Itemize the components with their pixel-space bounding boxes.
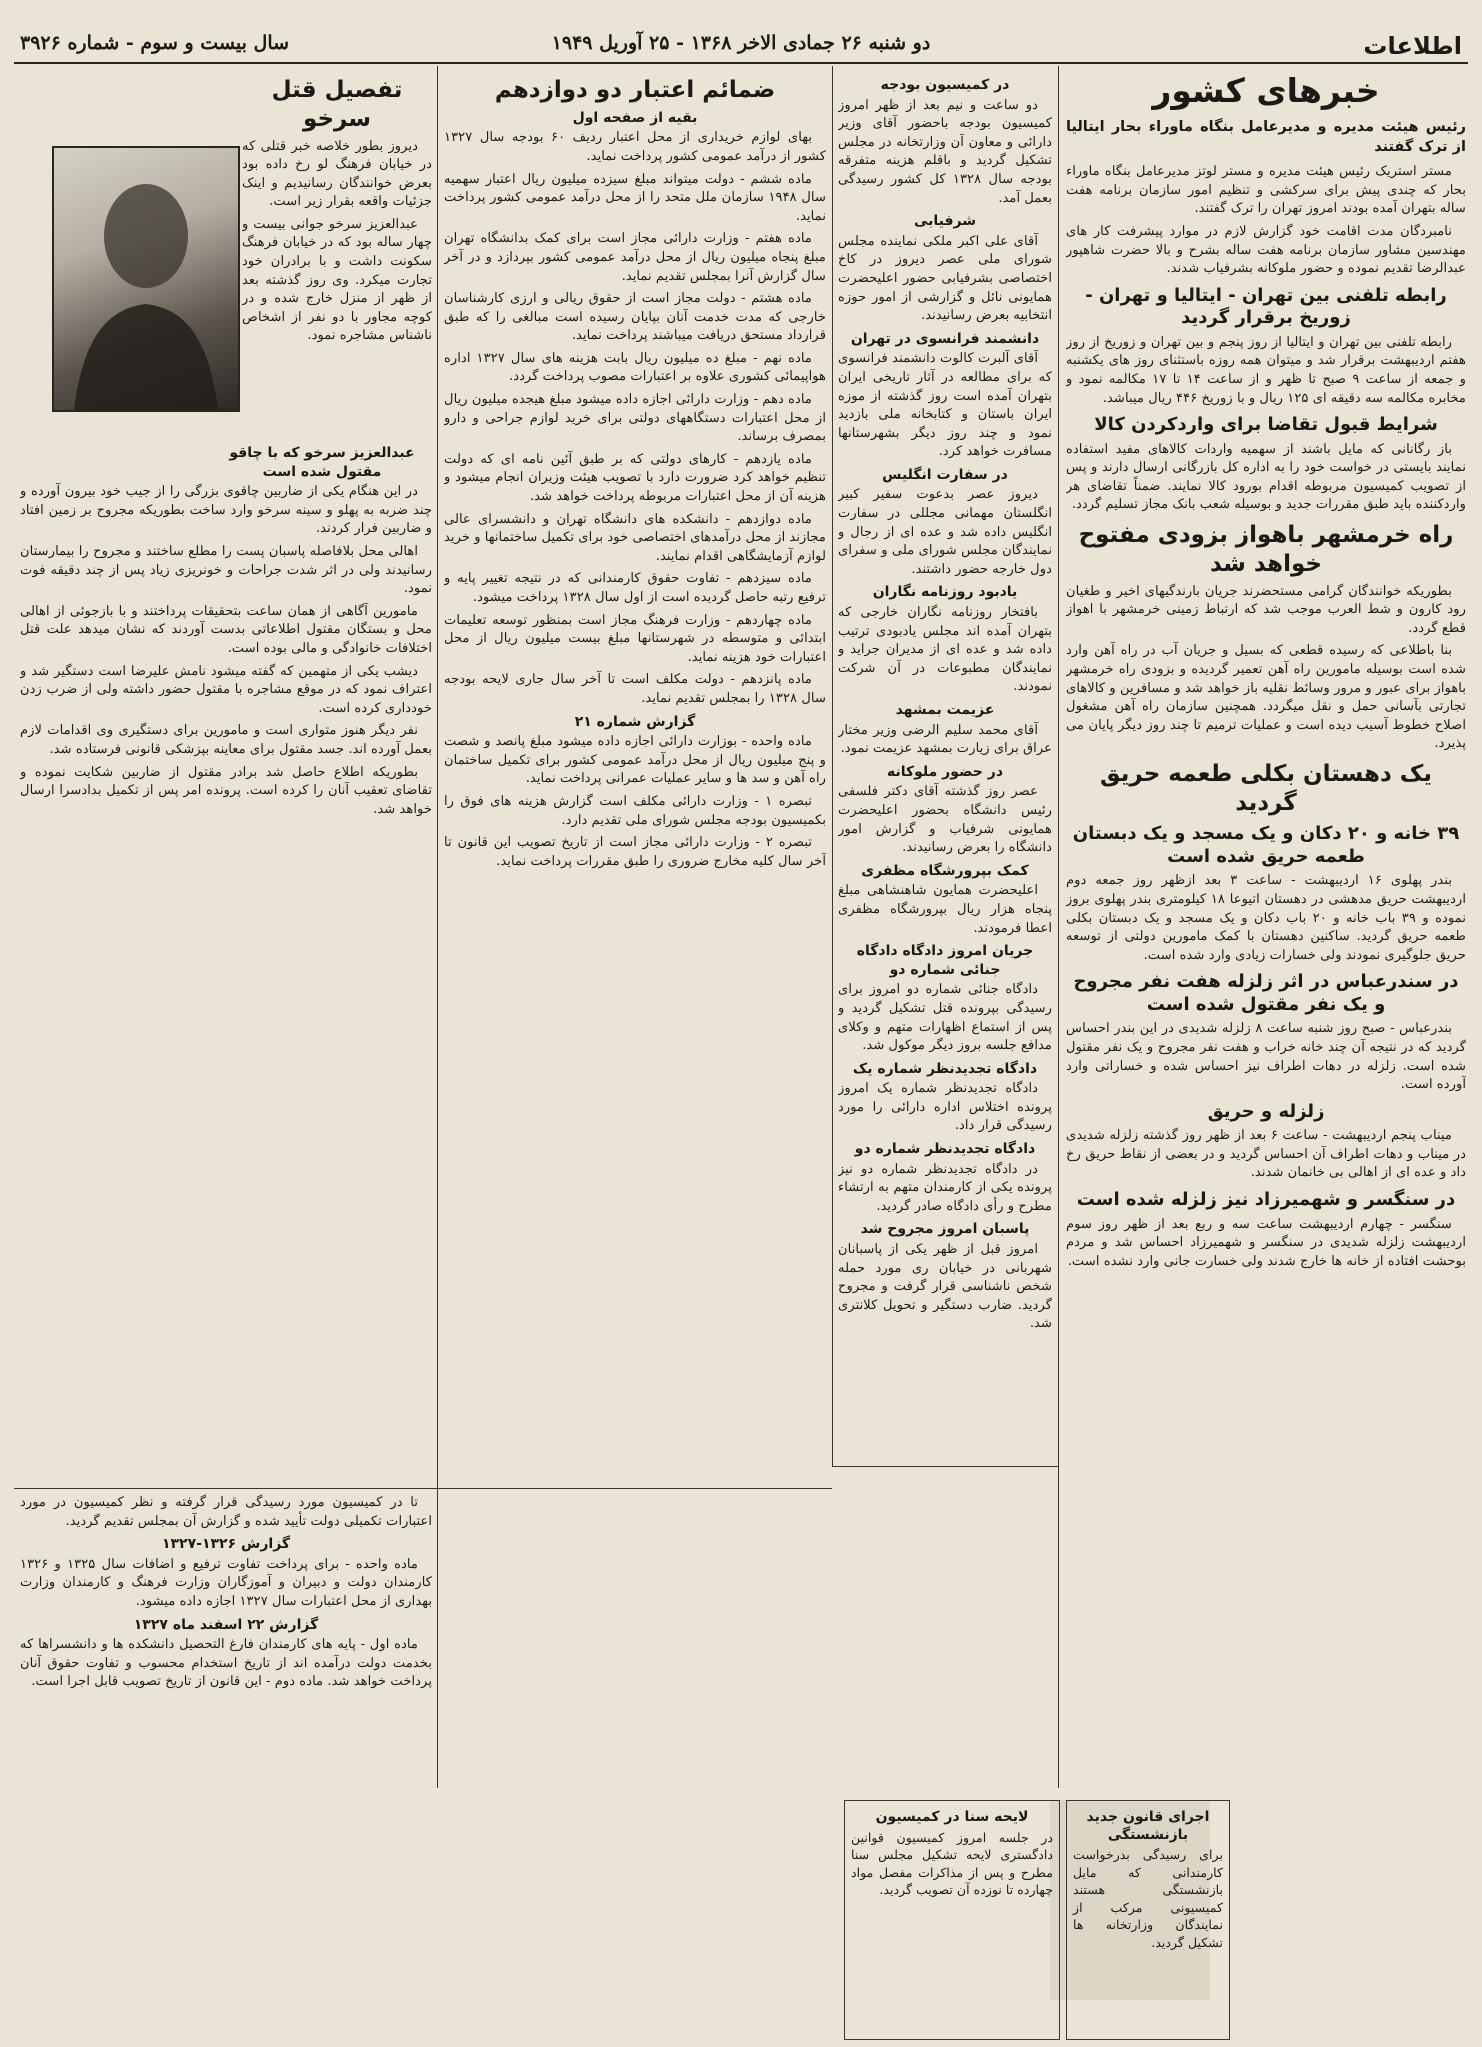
paragraph: برای رسیدگی بدرخواست کارمندانی که مایل بازنشستگی هستند کمیسیونی مرکب از نمایندگان وزارتخانه ها تشکیل گردید. [1073,1847,1223,1950]
subheadline: در سنگسر و شهمیرزاد نیز زلزله شده است [1076,1189,1456,1211]
paragraph: سنگسر - چهارم اردیبهشت ساعت سه و ربع بعد از ظهر روز سوم اردیبهشت زلزله شدیدی در سنگسر و شهمیرزاد احساس شد و مردم بوحشت افتاده از خانه ها خارج شدند ولی خسارت جانی وارد نشده است. [1066,1216,1466,1269]
paragraph: ماده واحده - بوزارت دارائی اجازه داده میشود مبلغ پانصد و شصت و پنج میلیون ریال از محل درآمد عمومی کشور برای تکمیل ساختمان راه آهن و سد ها و سایر عملیات عمرانی پرداخت نماید. [444,734,826,787]
paragraph: بهای لوازم خریداری از محل اعتبار ردیف ۶۰ بودجه سال ۱۳۲۷ کشور از درآمد عمومی کشور پرداخت نماید. [444,130,826,164]
newspaper-logo: اطلاعات [1363,32,1462,60]
subheadline: شرفیابی [913,213,977,230]
paragraph: بنا باطلاعی که رسیده قطعی که بسیل و جریان آب در راه آهن وارد شده است بوسیله مامورین راه آهن تعمیر گردیده و بزودی راه خرمشهر باهواز برای عبور و مرور وسائط نقلیه باز خواهد شد و مسافرین و کالاهای تجارتی بآسانی حمل و نقل میگردد. همچنین سازمان راه آهن مشغول اصلاح خطوط آسیب دیده است و عملیات ترمیم تا چند روز دیگر پایان می پذیرد. [1066,643,1466,752]
column-murder-story [20,440,432,1480]
column-briefs [838,72,1052,1462]
paragraph: دیروز عصر بدعوت سفیر کبیر انگلستان مهمانی مجللی در سفارت انگلیس داده شد و عده ای از رجال و نمایندگان مجلس شورای ملی و سفرای دول خارجه حضور داشتند. [838,487,1052,577]
subheadline: راه خرمشهر باهواز بزودی مفتوح خواهد شد [1078,522,1454,577]
date-line: دو شنبه ۲۶ جمادی الاخر ۱۳۶۸ - ۲۵ آوریل ۱۹۴۹ [551,32,931,54]
paragraph: بطوریکه اطلاع حاصل شد برادر مقتول از ضاربین شکایت نموده و تقاضای تعقیب آنان را کرده است. پرونده امر پس از تکمیل بدادسرا ارسال خواهد شد. [20,764,432,817]
paragraph: اهالی محل بلافاصله پاسبان پست را مطلع ساختند و مجروح را بیمارستان رسانیدند ولی در اثر شدت جراحات و خونریزی زیاد پس از چند دقیقه فوت نمود. [20,543,432,597]
paragraph: ماده دوازدهم - دانشکده های دانشگاه تهران و دانشسرای عالی مجازند از محل درآمدهای اختصاصی خود برای تکمیل ساختمانها و خرید لوازم آزمایشگاهی اقدام نمایند. [444,511,826,564]
paragraph: ماده نهم - مبلغ ده میلیون ریال بابت هزینه های سال ۱۳۲۷ اداره هواپیمائی کشوری علاوه بر اعتبارات مصوب پرداخت گردد. [444,350,826,385]
paragraph: در دادگاه تجدیدنظر شماره دو نیز پرونده یکی از کارمندان متهم به ارتشاء مطرح و رأی دادگاه صادر گردید. [838,1161,1052,1214]
subheadline: اجرای قانون جدید بازنشستگی [1086,1809,1210,1843]
paragraph: در این هنگام یکی از ضاربین چاقوی بزرگی را از جیب خود بیرون آورده و چند ضربه به پهلو و سینه سرخو وارد ساخت بطوریکه مجروح بر زمین افتاد و ضاربین فرار کردند. [20,484,432,537]
paragraph: بندر پهلوی ۱۶ اردیبهشت - ساعت ۳ بعد ازظهر روز جمعه دوم اردیبهشت حریق مدهشی در دهستان اتیوعا ۱۸ کیلومتری بندر پهلوی بروز نموده و ۳۹ باب خانه و ۲۰ باب دکان و یک مسجد و یک دبستان بکلی طعمه حریق گردید. ساکنین دهستان با کمک مامورین دولتی از توسعه حریق جلوگیری نمودند ولی خسارات زیادی وارد شده است. [1066,873,1466,963]
masthead-bar [14,28,1468,64]
column-divider [437,66,438,1788]
paragraph: بافتخار روزنامه نگاران خارجی که بتهران آمده اند مجلس یادبودی ترتیب داده شد و عده ای از مدیران جراید و نمایندگان مطبوعات در آن شرکت نمودند. [838,605,1052,695]
paragraph: عبدالعزیز سرخو جوانی بیست و چهار ساله بود که در خیابان فرهنگ سکونت داشت و با برادران خود تجارت میکرد. وی روز گذشته بعد از ظهر از منزل خارج شده و در کوچه مجاور با دو نفر از اشخاص ناشناس مشاجره نمود. [242,216,432,344]
column-divider [832,66,833,1466]
paragraph: عصر روز گذشته آقای دکتر فلسفی رئیس دانشگاه بحضور اعلیحضرت همایونی شرفیاب و گزارش امور دانشگاه را بعرض رسانیدند. [838,784,1052,856]
paragraph: آقای علی اکبر ملکی نماینده مجلس شورای ملی عصر دیروز در کاخ اختصاصی بشرفیابی حضور اعلیحضرت همایونی نائل و گزارشی از امور حوزه انتخابیه بعرض رسانیدند. [838,233,1052,324]
subheadline: دادگاه تجدیدنظر شماره یک [852,1060,1038,1077]
paragraph: آقای آلبرت کالوت دانشمند فرانسوی که برای مطالعه در آثار تاریخی ایران بتهران آمده است روز گذشته از موزه ایران باستان و کتابخانه ملی بازدید نمود و چند روز دیگر بشهرستانها مسافرت خواهد کرد. [838,351,1052,460]
paragraph: ماده واحده - برای پرداخت تفاوت ترفیع و اضافات سال ۱۳۲۵ و ۱۳۲۶ کارمندان دولت و دبیران و آموزگاران وزارت فرهنگ و کارمندان وزارت بهداری از محل اعتبارات سال ۱۳۲۷ اجازه داده میشود. [20,1556,432,1609]
paragraph: آقای محمد سلیم الرضی وزیر مختار عراق برای زیارت بمشهد عزیمت نمود. [838,722,1052,757]
headline-murder: تفصیل قتل سرخو [271,77,403,132]
paragraph: تبصره ۲ - وزارت دارائی مجاز است از تاریخ تصویب این قانون تا آخر سال کلیه مخارج ضروری را طبق مقررات پرداخت نماید. [444,835,826,869]
paragraph: بطوریکه خوانندگان گرامی مستحضرند جریان بارندگیهای اخیر و طغیان رود کارون و شط العرب موجب شد که ارتباط زمینی خرمشهر با اهواز قطع گردد. [1066,583,1466,636]
subheadline: یک دهستان بکلی طعمه حریق گردید [1100,760,1432,816]
continued-label: بقیه از صفحه اول [572,109,698,126]
issue-line: سال بیست و سوم - شماره ۳۹۲۶ [20,32,290,54]
subheadline: دادگاه تجدیدنظر شماره دو [854,1141,1036,1158]
portrait-photo [52,146,240,412]
paragraph: ماده پانزدهم - دولت مکلف است تا آخر سال جاری لایحه بودجه سال ۱۳۲۸ را بمجلس تقدیم نماید. [444,672,826,706]
paragraph: تبصره ۱ - وزارت دارائی مکلف است گزارش هزینه های فوق را بکمیسیون بودجه مجلس شورای ملی تقدیم دارد. [444,793,826,828]
headline-country-news: خبرهای کشور [1152,71,1380,110]
column-budget-articles [444,70,826,1785]
paragraph: ماده ششم - دولت میتواند مبلغ سیزده میلیون ریال اعتبار سهمیه سال ۱۹۴۸ سازمان ملل متحد را از محل درآمد عمومی کشور پرداخت نماید. [444,171,826,224]
bottom-reports [20,1494,432,2034]
subheadline: در سفارت انگلیس [882,466,1008,483]
subheadline: ۳۹ خانه و ۲۰ دکان و یک مسجد و یک دبستان طعمه حریق شده است [1072,823,1460,867]
paragraph: ماده سیزدهم - تفاوت حقوق کارمندانی که در نتیجه تغییر پایه و ترفیع رتبه حاصل گردیده است از اول سال ۱۳۲۸ پرداخت میشود. [444,571,826,605]
paragraph: تا در کمیسیون مورد رسیدگی قرار گرفته و نظر کمیسیون در مورد اعتبارات تکمیلی دولت تأیید شده و گزارش آن بمجلس تقدیم گردید. [20,1495,432,1529]
subheadline: دانشمند فرانسوی در تهران [850,330,1040,347]
deck: رئیس هیئت مدیره و مدیرعامل بنگاه ماوراء بحار ایتالیا از ترک گفتند [1066,119,1466,156]
column-news-of-country [1066,66,1466,1786]
paragraph: ماده یازدهم - کارهای دولتی که بر طبق آئین نامه ای که دولت تنظیم خواهد کرد ضرورت دارد با تصویب هیئت وزیران انجام میشود و هزینه آن از محل اعتبارات مربوطه پرداخت خواهد شد. [444,451,826,505]
paragraph: دادگاه جنائی شماره دو امروز برای رسیدگی بپرونده قتل تشکیل گردید و پس از استماع اظهارات متهم و وکلای مدافع جلسه بروز دیگر موکول شد. [838,982,1052,1054]
subheadline: گزارش شماره ۲۱ [574,713,696,730]
paragraph: اعلیحضرت همایون شاهنشاهی مبلغ پنجاه هزار ریال بپرورشگاه مظفری اعطا فرمودند. [838,883,1052,936]
subheadline: گزارش ۱۳۲۶-۱۳۲۷ [161,1536,291,1553]
subheadline: لایحه سنا در کمیسیون [875,1809,1029,1825]
paragraph: مستر استریک رئیس هیئت مدیره و مستر لوتز مدیرعامل بنگاه ماوراء بحار که چندی پیش برای سرکشی و تنظیم امور سازمان برنامه هفت ساله بتهران آمده بودند امروز تهران را ترک گفتند. [1066,164,1466,217]
column-divider [1058,66,1059,1788]
subheadline: شرایط قبول تقاضا برای واردکردن کالا [1094,414,1438,436]
paragraph: در جلسه امروز کمیسیون قوانین دادگستری لایحه تشکیل مجلس سنا مطرح و پس از مذاکرات مفصل مواد چهارده تا نوزده آن تصویب گردید. [851,1829,1053,1897]
paragraph: دیشب یکی از متهمین که گفته میشود نامش علیرضا است دستگیر شد و اعتراف نمود که در موقع مشاجره با مقتول حضور داشته ولی از ضرب زدن خودداری کرده است. [20,663,432,716]
subheadline: جریان امروز دادگاه دادگاه جنائی شماره دو [856,943,1034,978]
paragraph: نفر دیگر هنوز متواری است و مامورین برای دستگیری وی اقدامات لازم بعمل آورده اند. جسد مقتول برای معاینه بپزشکی قانونی فرستاده شد. [20,723,432,757]
paragraph: مامورین آگاهی از همان ساعت بتحقیقات پرداختند و با بازجوئی از اهالی محل و بستگان مقتول اطلاعاتی بدست آوردند که نشان میدهد علت قتل اختلافات خانوادگی و مالی بوده است. [20,603,432,656]
subheadline: پاسبان امروز مجروح شد [860,1221,1030,1238]
box-pension-law [1066,1800,1230,2040]
subheadline: کمک بپرورشگاه مظفری [861,862,1029,879]
paragraph: ماده هفتم - وزارت دارائی مجاز است برای کمک بدانشگاه تهران مبلغ پنجاه میلیون ریال از محل درآمد عمومی کشور بپردازد و در آخر سال گزارش آنرا بمجلس تقدیم نماید. [444,231,826,284]
box-senate-bill [844,1800,1060,2040]
subheadline: در سندرعباس در اثر زلزله هفت نفر مجروح و یک نفر مقتول شده است [1073,971,1459,1015]
photo-caption: عبدالعزیز سرخو که با چاقو مقتول شده است [229,445,415,480]
subheadline: گزارش ۲۲ اسفند ماه ۱۳۲۷ [133,1616,319,1633]
subheadline: رابطه تلفنی بین تهران - ایتالیا و تهران - زوریخ برقرار گردید [1085,284,1447,329]
paragraph: ماده هشتم - دولت مجاز است از حقوق ریالی و ارزی کارشناسان خارجی که مدت خدمت آنان بپایان رسیده است مبالغی را که طبق قرارداد مستحق دریافت میباشند پرداخت نماید. [444,291,826,344]
column-murder-story-top [242,70,432,450]
paragraph: ماده چهاردهم - وزارت فرهنگ مجاز است بمنظور توسعه تعلیمات ابتدائی و متوسطه در شهرستانها مبلغ بیست میلیون ریال از محل اعتبارات خود هزینه نماید. [444,612,826,665]
paragraph: امروز قبل از ظهر یکی از پاسبانان شهربانی در خیابان ری مورد حمله شخص ناشناسی قرار گرفت و مجروح گردید. ضارب دستگیر و تحویل کلانتری شد. [838,1242,1052,1332]
rule [832,1466,1058,1467]
paragraph: دادگاه تجدیدنظر شماره یک امروز پرونده اختلاس اداره دارائی را مورد رسیدگی قرار داد. [838,1081,1052,1134]
subheadline: زلزله و حریق [1207,1100,1325,1122]
paragraph: بندرعباس - صبح روز شنبه ساعت ۸ زلزله شدیدی در این بندر احساس گردید که در نتیجه آن چند خانه خراب و هفت نفر مجروح و یک نفر مقتول شده است. زلزله در دهات اطراف نیز احساس شده و خساراتی وارد آورده است. [1066,1021,1466,1093]
subheadline: در کمیسیون بودجه [880,77,1010,93]
subheadline: در حضور ملوکانه [886,763,1004,780]
paragraph: دیروز بطور خلاصه خبر قتلی که در خیابان فرهنگ لو رخ داده بود بعرض خوانندگان رسانیدیم و اینک جزئیات واقعه بقرار زیر است. [242,138,432,210]
paragraph: ماده دهم - وزارت دارائی اجازه داده میشود مبلغ هیجده میلیون ریال از محل اعتبارات دستگاههای دولتی برای خرید لوازم جراحی و دارو بمصرف برساند. [444,392,826,445]
headline-budget: ضمائم اعتبار دو دوازدهم [494,77,776,103]
paragraph: نامبردگان مدت اقامت خود گزارش لازم در موارد پیشرفت کار های مهندسین مشاور سازمان برنامه هفت ساله بشرح و بالا حضرت شاهپور عبدالرضا تقدیم نموده و حضور ملوکانه بشرفیاب شدند. [1066,224,1466,277]
paragraph: باز رگانانی که مایل باشند از سهمیه واردات کالاهای مفید استفاده نمایند بایستی در خواست خود را به اداره کل بازرگانی ارسال دارند و پس از تصویب کمیسیون مربوطه اقدام بورود کالا نمایند. ضمناً تقاضای هر واردکننده باید طبق مقررات جدید و بوسیله شعب بانک مجاز تسلیم گردد. [1066,441,1466,513]
subheadline: یادبود روزنامه نگاران [872,584,1018,601]
paragraph: رابطه تلفنی بین تهران و ایتالیا از روز پنجم و بین تهران و زوریخ از روز هفتم اردیبهشت برقرار شد و میتوان همه روزه باستثنای روز های یکشنبه و جمعه از ساعت ۹ صبح تا ظهر و از ساعت ۱۴ تا ۱۷ مکالمه نمود و مخابره مکالمه سه دقیقه ای ۱۲۵ ریال و با زوریخ ۴۴۶ ریال میباشد. [1066,334,1466,406]
paragraph: دو ساعت و نیم بعد از ظهر امروز کمیسیون بودجه باحضور آقای وزیر دارائی و معاون آن وزارتخانه در مجلس تشکیل گردید و باقلم هزینه متفرقه بودجه سال ۱۳۲۸ کل کشور رسیدگی بعمل آمد. [838,97,1052,206]
paragraph: میناب پنجم اردیبهشت - ساعت ۶ بعد از ظهر روز گذشته زلزله شدیدی در میناب و دهات اطراف آن احساس گردید و در بعضی از نقاط حریق رخ داد و عده ای از اهالی بی خانمان شدند. [1066,1128,1466,1181]
subheadline: عزیمت بمشهد [895,702,995,718]
portrait-silhouette [54,148,238,410]
paragraph: ماده اول - پایه های کارمندان فارغ التحصیل دانشکده ها و دانشسراها که بخدمت دولت درآمده اند از تاریخ استخدام محسوب و تفاوت حقوق آنان پرداخت خواهد شد. ماده دوم - این قانون از تاریخ تصویب قابل اجرا است. [20,1637,432,1690]
